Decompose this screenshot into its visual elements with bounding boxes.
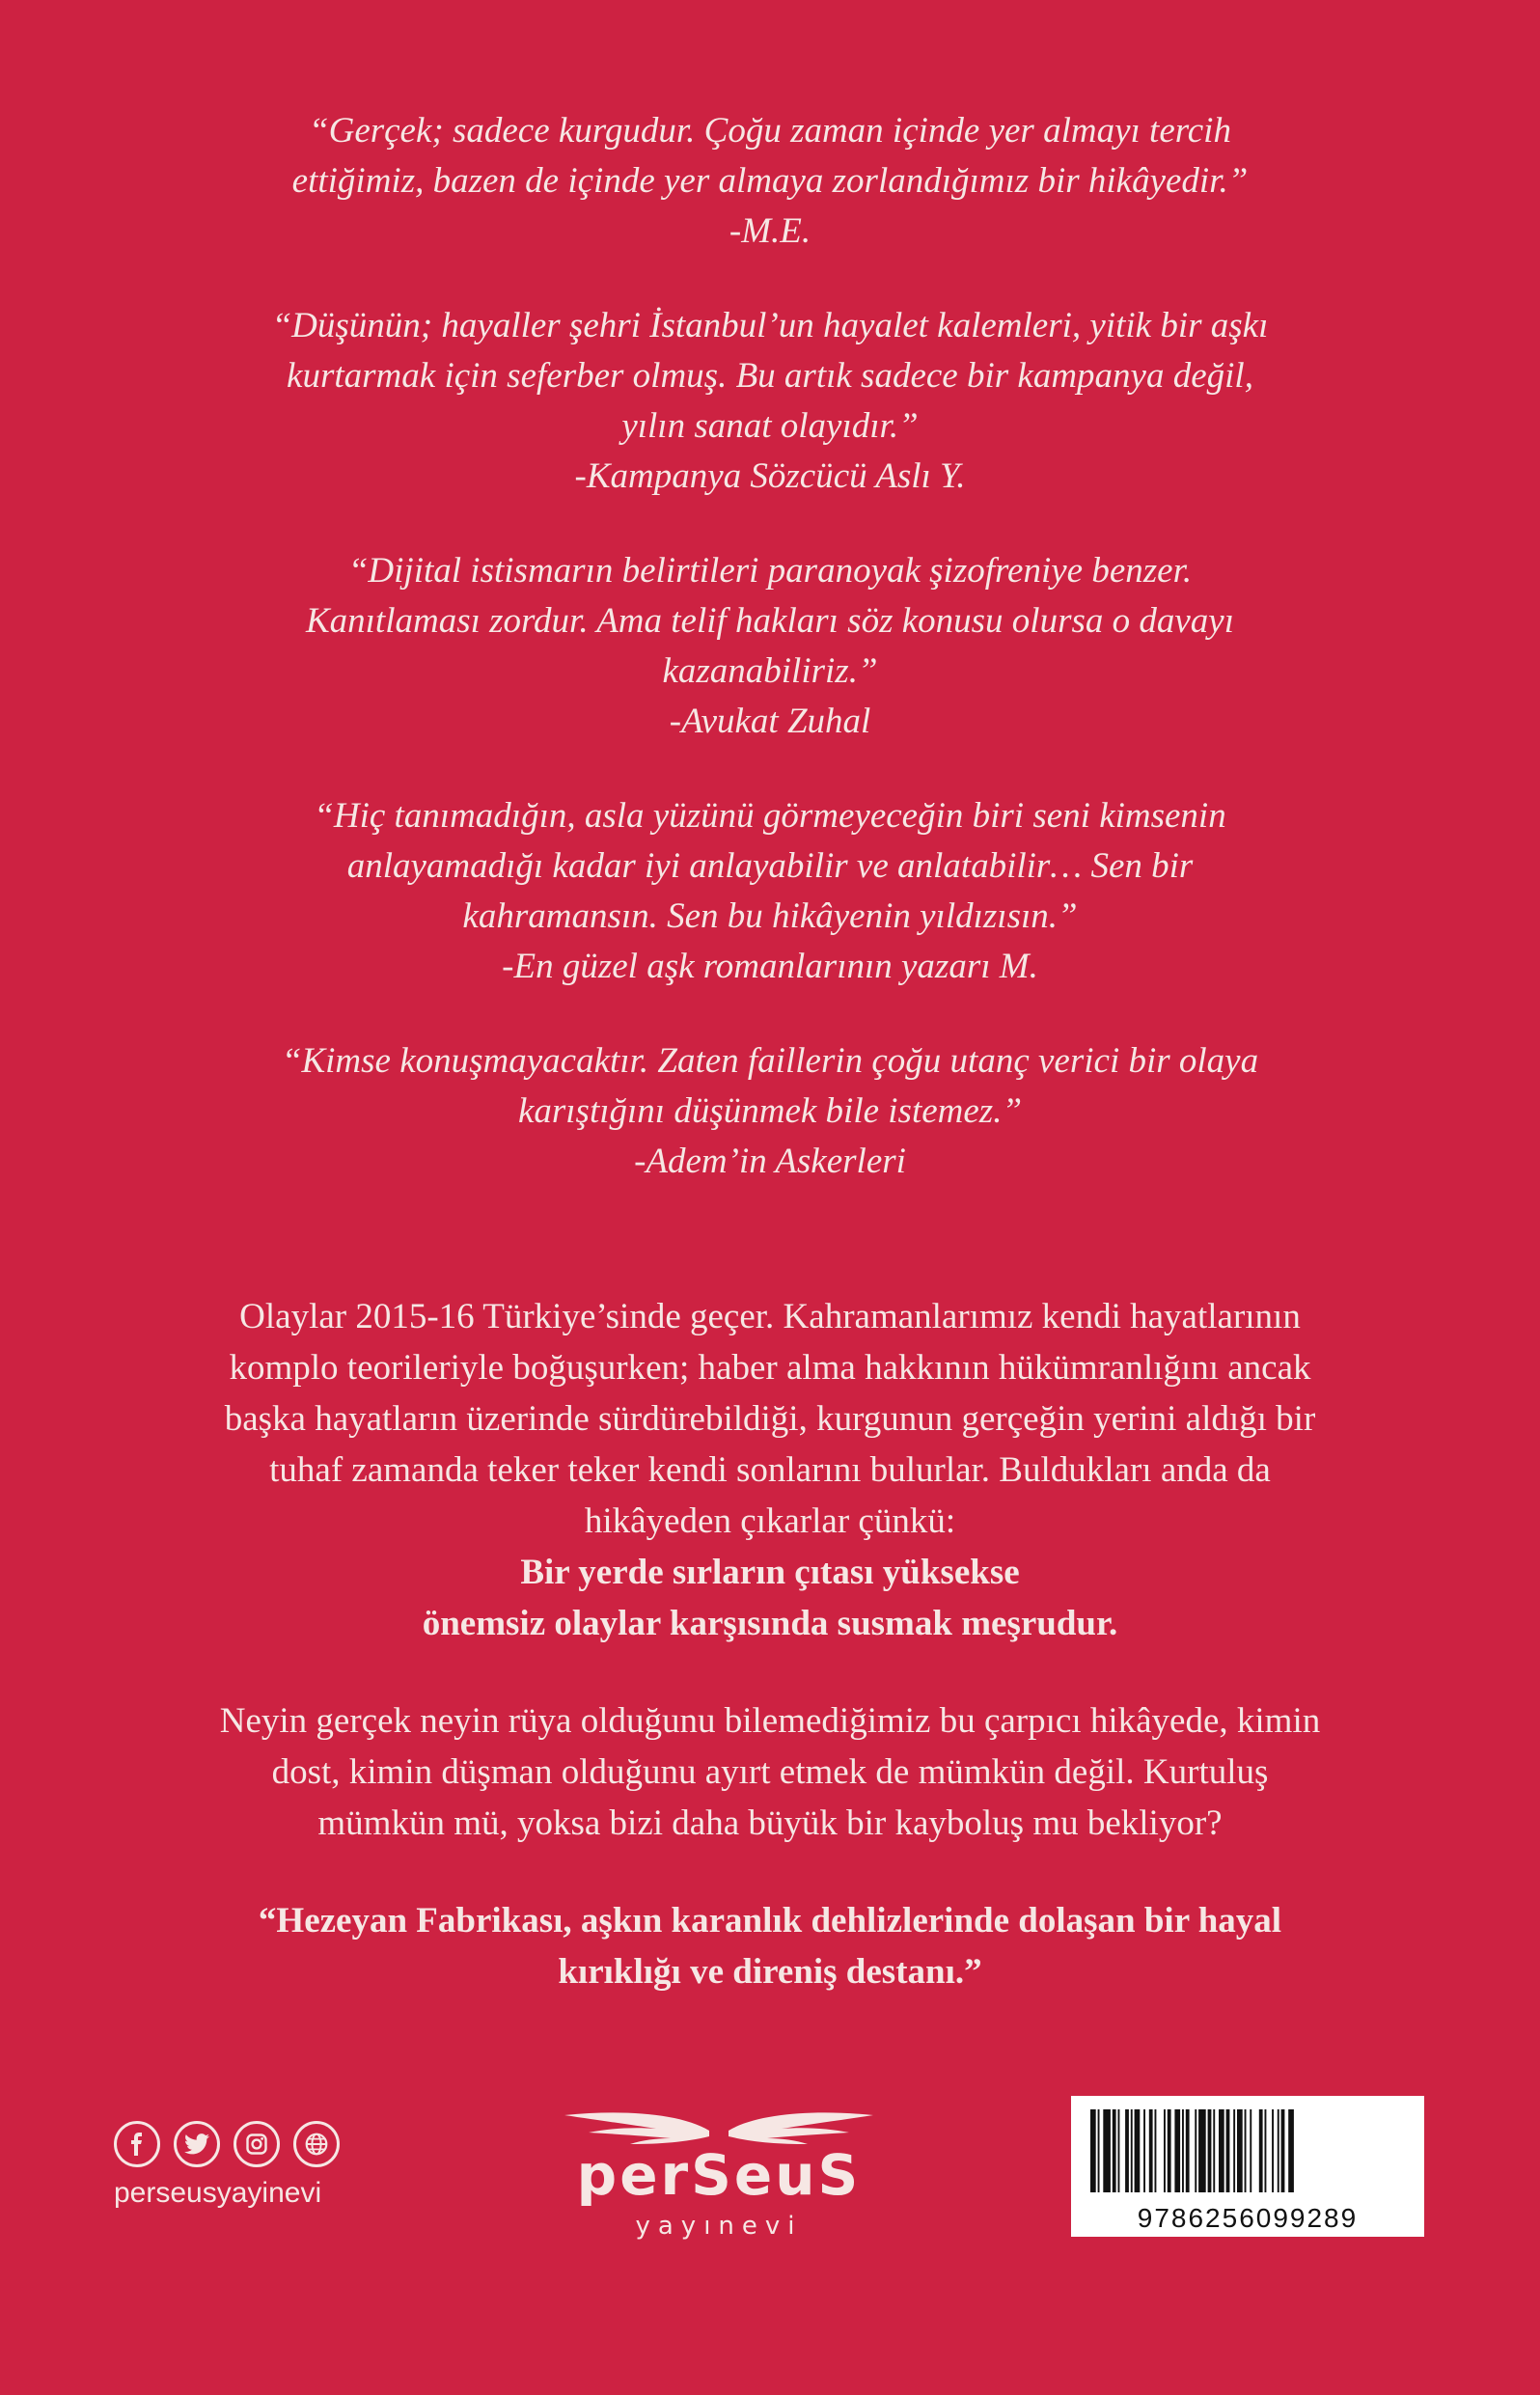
publisher-name: perSeuS [576, 2142, 862, 2208]
barcode-bars [1085, 2107, 1411, 2196]
description-line: tuhaf zamanda teker teker kendi sonlarını bulurlar. Buldukları anda da [269, 1450, 1271, 1490]
description-line: dost, kimin düşman olduğunu ayırt etmek de mümkün değil. Kurtuluş [271, 1752, 1269, 1792]
description-line: Olaylar 2015-16 Türkiye’sinde geçer. Kahramanlarımız kendi hayatlarının [239, 1297, 1301, 1336]
quote-4 [154, 791, 1386, 992]
bold-line: Bir yerde sırların çıtası yüksekse [520, 1553, 1020, 1592]
barcode-bar [1259, 2109, 1263, 2192]
tagline-line: “Hezeyan Fabrikası, aşkın karanlık dehlizlerinde dolaşan bir hayal [258, 1901, 1282, 1941]
quote-line: yılın sanat olayıdır.” [621, 406, 919, 446]
quote-line: ettiğimiz, bazen de içinde yer almaya zorlandığımız bir hikâyedir.” [291, 161, 1249, 201]
quote-attribution: -Kampanya Sözcücü Aslı Y. [574, 456, 966, 496]
quote-1 [154, 106, 1386, 257]
quote-line: kazanabiliriz.” [662, 651, 878, 691]
barcode-bar [1131, 2109, 1133, 2192]
barcode-bar [1195, 2109, 1196, 2192]
description-line: Neyin gerçek neyin rüya olduğunu bilemediğimiz bu çarpıcı hikâyede, kimin [219, 1701, 1321, 1741]
barcode-bar [1250, 2109, 1251, 2192]
publisher-logo [564, 2104, 873, 2248]
barcode-bar [1288, 2109, 1294, 2192]
barcode-bar [1281, 2109, 1285, 2192]
social-links [114, 2121, 340, 2210]
quote-line: karıştığını düşünmek bile istemez.” [517, 1091, 1023, 1131]
instagram-icon[interactable] [234, 2121, 280, 2167]
barcode-bar [1219, 2109, 1224, 2192]
social-handle: perseusyayinevi [114, 2177, 322, 2209]
barcode-bar [1226, 2109, 1230, 2192]
barcode-bar [1208, 2109, 1212, 2192]
quote-line: kahramansın. Sen bu hikâyenin yıldızısın.” [462, 896, 1078, 936]
barcode [1071, 2096, 1424, 2237]
barcode-bar [1182, 2109, 1184, 2192]
barcode-bar [1113, 2109, 1116, 2192]
barcode-bar [1090, 2109, 1096, 2192]
twitter-icon[interactable] [174, 2121, 220, 2167]
barcode-bar [1098, 2109, 1100, 2192]
barcode-bar [1245, 2109, 1247, 2192]
quote-line: “Dijital istismarın belirtileri paranoyak şizofreniye benzer. [347, 551, 1193, 591]
quotes-section [154, 106, 1386, 1231]
quote-line: Kanıtlaması zordur. Ama telif hakları söz konusu olursa o davayı [305, 601, 1235, 641]
barcode-bar [1125, 2109, 1129, 2192]
facebook-icon[interactable] [114, 2121, 160, 2167]
barcode-bar [1135, 2109, 1141, 2192]
isbn-number: 9786256099289 [1137, 2203, 1359, 2233]
barcode-bar [1118, 2109, 1120, 2192]
web-icon[interactable] [293, 2121, 340, 2167]
barcode-bar [1103, 2109, 1111, 2192]
barcode-bar [1186, 2109, 1190, 2192]
bold-line: önemsiz olaylar karşısında susmak meşrudur. [422, 1604, 1118, 1643]
quote-5 [154, 1036, 1386, 1187]
description-line: hikâyeden çıkarlar çünkü: [584, 1501, 956, 1541]
barcode-bar [1265, 2109, 1267, 2192]
quote-line: “Gerçek; sadece kurgudur. Çoğu zaman içinde yer almayı tercih [309, 111, 1231, 151]
barcode-bar [1237, 2109, 1243, 2192]
quote-attribution: -Avukat Zuhal [669, 702, 871, 741]
quote-3 [154, 546, 1386, 747]
quote-line: “Kimse konuşmayacaktır. Zaten faillerin çoğu utanç verici bir olaya [281, 1041, 1259, 1081]
description-line: komplo teorileriyle boğuşurken; haber alma hakkının hükümranlığını ancak [229, 1348, 1311, 1388]
barcode-bar [1168, 2109, 1171, 2192]
barcode-bar [1164, 2109, 1166, 2192]
barcode-bar [1278, 2109, 1279, 2192]
description-line: mümkün mü, yoksa bizi daha büyük bir kayboluş mu bekliyor? [317, 1803, 1223, 1843]
description-line: başka hayatların üzerinde sürdürebildiği, kurgunun gerçeğin yerini aldığı bir [224, 1399, 1316, 1439]
barcode-bar [1174, 2109, 1180, 2192]
quote-line: “Düşünün; hayaller şehri İstanbul’un hayalet kalemleri, yitik bir aşkı [271, 306, 1269, 345]
quote-line: anlayamadığı kadar iyi anlayabilir ve anlatabilir… Sen bir [346, 846, 1194, 886]
barcode-bar [1149, 2109, 1153, 2192]
quote-line: kurtarmak için seferber olmuş. Bu artık sadece bir kampanya değil, [287, 356, 1253, 396]
quote-line: “Hiç tanımadığın, asla yüzünü görmeyeceğin biri seni kimsenin [314, 796, 1226, 836]
quote-attribution: -En güzel aşk romanlarının yazarı M. [502, 947, 1038, 986]
description-section [87, 1291, 1453, 1997]
quote-attribution: -Adem’in Askerleri [634, 1142, 906, 1181]
barcode-bar [1143, 2109, 1145, 2192]
barcode-bar [1213, 2109, 1215, 2192]
barcode-bar [1155, 2109, 1157, 2192]
barcode-bar [1272, 2109, 1274, 2192]
barcode-bar [1233, 2109, 1235, 2192]
quote-2 [154, 301, 1386, 502]
publisher-subtitle: yayınevi [635, 2212, 803, 2241]
quote-attribution: -M.E. [729, 211, 811, 251]
barcode-bar [1198, 2109, 1206, 2192]
tagline-line: kırıklığı ve direniş destanı.” [558, 1952, 982, 1992]
